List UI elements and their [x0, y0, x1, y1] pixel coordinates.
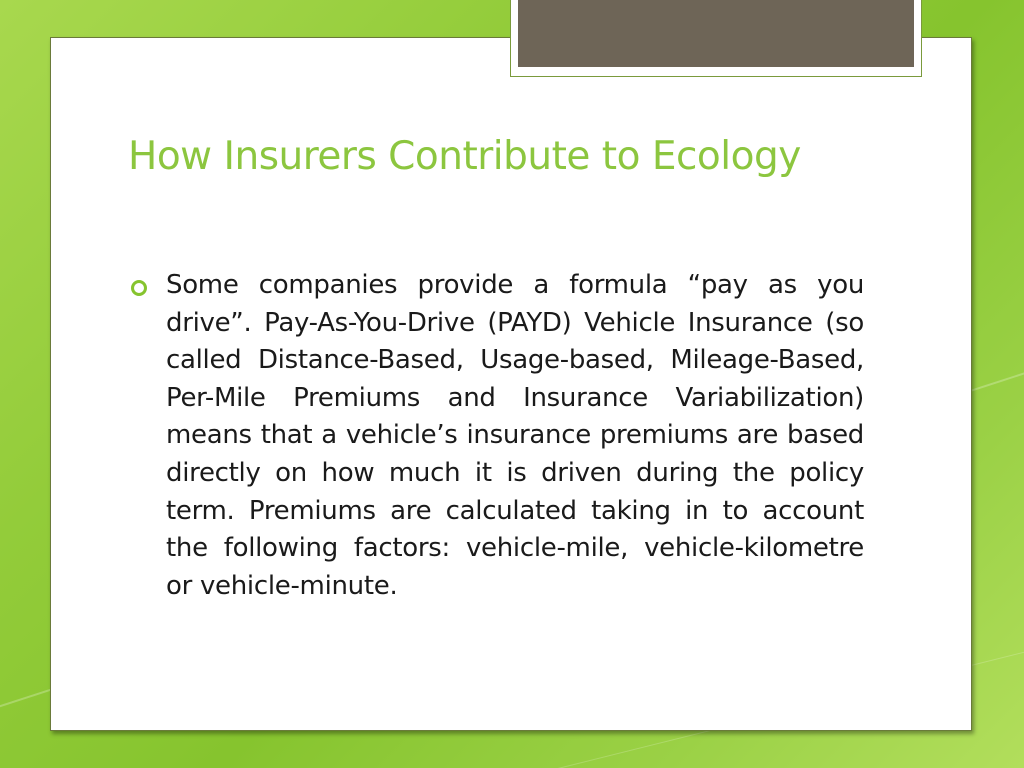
- slide-title: How Insurers Contribute to Ecology: [128, 134, 801, 179]
- bullet-text: Some companies provide a formula “pay as you drive”. Pay-As-You-Drive (PAYD) Vehicle Insurance (so called Distance-Based, Usage-based, Mileage-Based, Per-Mile Premiums and Insurance Variabilization) means that a vehicle’s insurance premiums are based directly on how much it is driven during the policy term. Premiums are calculated taking in to account the following factors: vehicle-mile, vehicle-kilometre or vehicle-minute.: [166, 270, 864, 601]
- bullet-list: [128, 267, 868, 605]
- decorative-tab-fill: [518, 0, 914, 67]
- hollow-circle-icon: [131, 280, 147, 296]
